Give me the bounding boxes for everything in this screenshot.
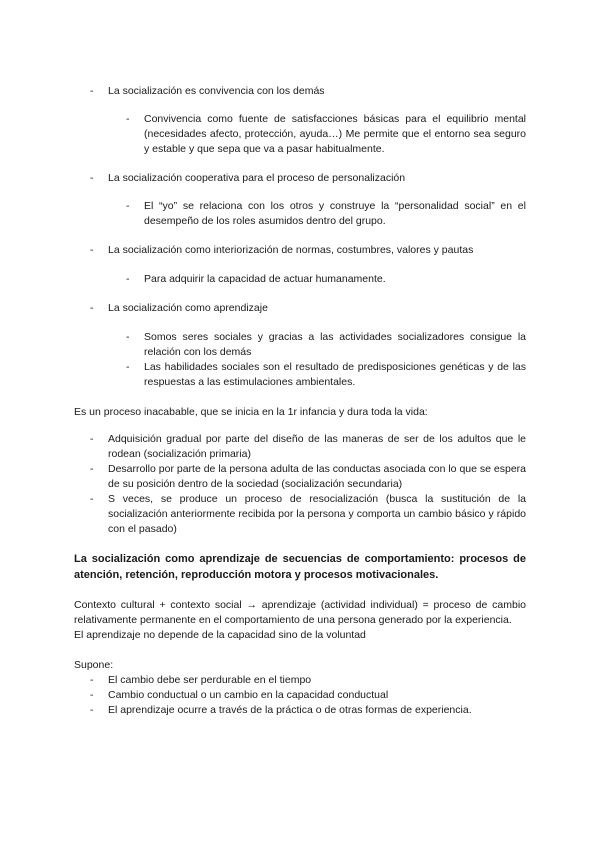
section-3-sub-1-text: Para adquirir la capacidad de actuar humanamente.	[144, 273, 386, 285]
bullet-dash: -	[126, 331, 130, 343]
section-4-sub-1	[74, 330, 526, 360]
process-item-1-text: Adquisición gradual por parte del diseño de las maneras de ser de los adultos que le rodean (socialización primaria)	[108, 433, 526, 460]
note-paragraph: El aprendizaje no depende de la capacidad sino de la voluntad	[74, 629, 366, 641]
bullet-dash: -	[90, 433, 94, 445]
supone-item-3	[74, 703, 526, 718]
process-item-3-text: S veces, se produce un proceso de resocialización (busca la sustitución de la socialización anteriormente recibida por la persona y comporta un cambio básico y rápido con el pasado)	[108, 493, 526, 535]
process-item-2	[74, 462, 526, 492]
section-3-sub-1	[74, 272, 526, 287]
bullet-dash: -	[90, 172, 94, 184]
document-page	[74, 84, 526, 718]
supone-item-3-text: El aprendizaje ocurre a través de la práctica o de otras formas de experiencia.	[108, 704, 472, 716]
bullet-dash: -	[126, 273, 130, 285]
supone-item-1-text: El cambio debe ser perdurable en el tiempo	[108, 674, 312, 686]
section-2-sub-1-text: El “yo” se relaciona con los otros y construye la “personalidad social” en el desempeño de los roles asumidos dentro del grupo.	[144, 200, 526, 227]
bullet-dash: -	[90, 493, 94, 505]
section-2	[74, 171, 526, 186]
section-2-title: La socialización cooperativa para el proceso de personalización	[108, 172, 406, 184]
section-3	[74, 243, 526, 258]
bullet-dash: -	[126, 113, 130, 125]
section-4-title: La socialización como aprendizaje	[108, 302, 268, 314]
section-1	[74, 84, 526, 99]
process-item-1	[74, 432, 526, 462]
bullet-dash: -	[126, 200, 130, 212]
bullet-dash: -	[90, 463, 94, 475]
bullet-dash: -	[90, 689, 94, 701]
section-1-sub-1	[74, 112, 526, 157]
definition-paragraph: Contexto cultural + contexto social → aprendizaje (actividad individual) = proceso de cambio relativamente permanente en el comportamiento de una persona generado por la experiencia.	[74, 599, 526, 626]
process-item-3	[74, 492, 526, 537]
bullet-dash: -	[126, 361, 130, 373]
section-heading: La socialización como aprendizaje de secuencias de comportamiento: procesos de atención, retención, reproducción motora y procesos motivacionales.	[74, 553, 526, 581]
section-2-sub-1	[74, 199, 526, 229]
process-intro: Es un proceso inacabable, que se inicia en la 1r infancia y dura toda la vida:	[74, 406, 428, 418]
section-4-sub-2	[74, 360, 526, 390]
section-1-sub-1-text: Convivencia como fuente de satisfacciones básicas para el equilibrio mental (necesidades afecto, protección, ayuda…) Me permite que el entorno sea seguro y estable y que sepa que va a pasar habitualmente.	[144, 113, 526, 155]
section-3-title: La socialización como interiorización de normas, costumbres, valores y pautas	[108, 244, 474, 256]
section-4-sub-1-text: Somos seres sociales y gracias a las actividades socializadores consigue la relación con los demás	[144, 331, 526, 358]
supone-item-2-text: Cambio conductual o un cambio en la capacidad conductual	[108, 689, 389, 701]
bullet-dash: -	[90, 85, 94, 97]
section-1-title: La socialización es convivencia con los demás	[108, 85, 325, 97]
supone-item-1	[74, 673, 526, 688]
bullet-dash: -	[90, 244, 94, 256]
bullet-dash: -	[90, 674, 94, 686]
supone-item-2	[74, 688, 526, 703]
section-4	[74, 301, 526, 316]
bullet-dash: -	[90, 302, 94, 314]
section-4-sub-2-text: Las habilidades sociales son el resultado de predisposiciones genéticas y de las respuestas a las estimulaciones ambientales.	[144, 361, 526, 388]
bullet-dash: -	[90, 704, 94, 716]
supone-label: Supone:	[74, 659, 114, 671]
process-item-2-text: Desarrollo por parte de la persona adulta de las conductas asociada con lo que se espera de su posición dentro de la sociedad (socialización secundaria)	[108, 463, 526, 490]
